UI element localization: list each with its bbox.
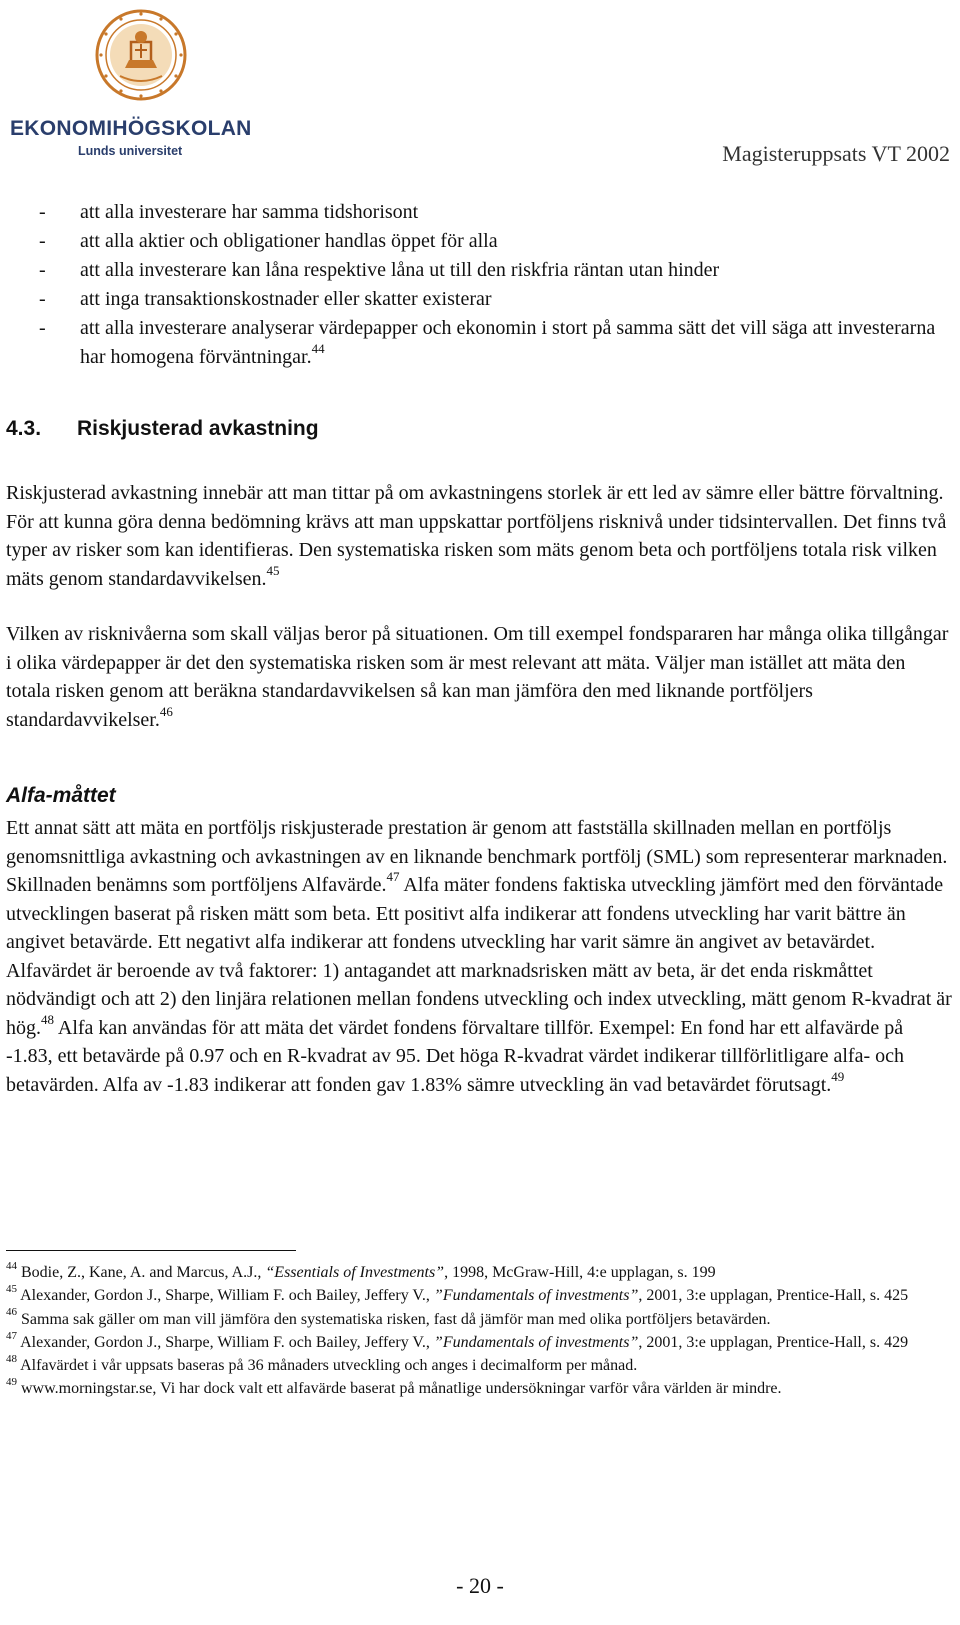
list-item — [6, 227, 954, 256]
list-item-text: att alla investerare har samma tidshorisont — [80, 201, 419, 223]
list-item — [6, 256, 954, 285]
footnote-ref-47[interactable]: 47 — [386, 869, 400, 885]
footnote-text: www.morningstar.se, Vi har dock valt ett alfavärde baserat på månatlige undersökningar varför våra världen är mindre. — [17, 1380, 782, 1398]
list-item — [6, 198, 954, 227]
footnote-number: 46 — [6, 1306, 17, 1319]
university-logo — [10, 6, 268, 161]
section-number: 4.3. — [6, 417, 42, 440]
footnote-text: Samma sak gäller om man vill jämföra den systematiska risken, fast då jämför man med olika portföljers betavärden. — [17, 1310, 771, 1328]
section-heading — [6, 415, 954, 443]
section-title: Riskjusterad avkastning — [77, 417, 319, 440]
footnote-title: ”Fundamentals of investments” — [433, 1333, 639, 1351]
list-item-text: att alla investerare kan låna respektive låna ut till den riskfria räntan utan hinder — [80, 259, 720, 281]
footnote-text: Alfavärdet i vår uppsats baseras på 36 månaders utveckling och anges i decimalform per månad. — [17, 1357, 638, 1375]
document-title: Magisteruppsats VT 2002 — [722, 141, 950, 166]
list-item-text: att alla investerare analyserar värdepapper och ekonomin i stort på samma sätt det vill säga att investerarna har homogena förväntningar. — [80, 317, 936, 368]
page-number: - 20 - — [456, 1573, 504, 1598]
assumption-list — [6, 198, 954, 372]
list-item — [6, 285, 954, 314]
footnote-text: , 2001, 3:e upplagan, Prentice-Hall, s. 425 — [638, 1287, 909, 1305]
footnote-item — [6, 1308, 954, 1331]
paragraph-text: Riskjusterad avkastning innebär att man tittar på om avkastningens storlek är ett led av sämre eller bättre förvaltning. För att kunna göra denna bedömning krävs att man uppskattar portföljens risknivå under tidsintervallen. Det finns två typer av risker som kan identifieras. Den systematiska risken som mäts genom beta och portföljens totala risk vilken mäts genom standardavvikelsen. — [6, 482, 947, 590]
list-dash: - — [39, 201, 46, 223]
footnote-text: Alexander, Gordon J., Sharpe, William F. och Bailey, Jeffery V., — [17, 1287, 434, 1305]
paragraph-risk-adjusted — [6, 479, 954, 593]
paragraph-text: Alfa mäter fondens faktiska utveckling jämfört med den förväntade utvecklingen baserat på risken mätt som beta. Ett positivt alfa indikerar att fondens utveckling har varit bättre än angivet betavärde. Ett negativt alfa indikerar att fondens utveckling har varit sämre än angivet av betavärdet. Alfavärdet är beroende av två faktorer: 1) antagandet att marknadsrisken mätt av beta, är det enda riskmåttet nödvändigt och att 2) den linjära relationen mellan fondens utveckling och index utveckling, mätt genom R-kvadrat är hög. — [6, 874, 952, 1039]
list-dash: - — [39, 259, 46, 281]
logo-subtitle: Lunds universitet — [78, 144, 183, 158]
footnote-title: “Essentials of Investments” — [265, 1264, 445, 1281]
paragraph-risk-levels — [6, 620, 954, 734]
logo-name: EKONOMIHÖGSKOLAN — [10, 117, 252, 140]
footnote-separator — [6, 1250, 296, 1251]
list-dash: - — [39, 317, 46, 339]
footnote-ref-49[interactable]: 49 — [831, 1068, 845, 1084]
footnote-ref-46[interactable]: 46 — [159, 703, 173, 719]
footnote-ref-44[interactable]: 44 — [311, 341, 325, 357]
paragraph-text: Alfa kan användas för att mäta det värdet fondens förvaltare tillför. Exempel: En fond har ett alfavärde på -1.83, ett betavärde på 0.97 och en R-kvadrat av 95. Det höga R-kvadrat värdet indikerar tillförlitligare alfa- och betavärden. Alfa av -1.83 indikerar att fonden gav 1.83% sämre utveckling än vad betavärdet förutsagt. — [6, 1016, 904, 1096]
list-dash: - — [39, 230, 46, 252]
subheading-alfa: Alfa-måttet — [6, 784, 116, 807]
footnote-ref-48[interactable]: 48 — [41, 1011, 54, 1027]
footnote-text: , 2001, 3:e upplagan, Prentice-Hall, s. 429 — [638, 1333, 909, 1351]
list-item-text: att inga transaktionskostnader eller skatter existerar — [80, 288, 492, 310]
footnote-number: 49 — [6, 1376, 17, 1389]
footnote-text: , 1998, McGraw-Hill, 4:e upplagan, s. 199 — [444, 1264, 716, 1281]
footnote-item — [6, 1354, 954, 1377]
footnote-item — [6, 1284, 954, 1307]
footnotes — [6, 1250, 954, 1401]
footnote-number: 44 — [6, 1259, 17, 1272]
footnote-item — [6, 1331, 954, 1354]
paragraph-text: Ett annat sätt att mäta en portföljs riskjusterade prestation är genom att fastställa skillnaden mellan en portföljs genomsnittliga avkastning och avkastningen av en liknande benchmark portfölj (SML) som representerar marknaden. Skillnaden benämns som portföljens Alfavärde. — [6, 817, 948, 896]
footnote-number: 45 — [6, 1282, 17, 1295]
list-item-text: att alla aktier och obligationer handlas öppet för alla — [80, 230, 498, 252]
footnote-ref-45[interactable]: 45 — [266, 562, 280, 578]
footnote-item — [6, 1261, 954, 1284]
footnote-title: ”Fundamentals of investments” — [433, 1287, 639, 1305]
footnote-number: 48 — [6, 1352, 17, 1365]
paragraph-text: Vilken av risknivåerna som skall väljas beror på situationen. Om till exempel fondspararen har många olika tillgångar i olika värdepapper är det den systematiska risken som är mest relevant att mäta. Väljer man istället att mäta den totala risken genom att beräkna standardavvikelsen så kan man jämföra den med liknande portföljers standardavvikelser. — [6, 623, 949, 731]
footnote-item — [6, 1377, 954, 1400]
main-content — [6, 198, 954, 1099]
footnote-number: 47 — [6, 1329, 17, 1342]
university-seal-icon — [95, 6, 187, 108]
list-item — [6, 314, 954, 372]
page-header — [0, 0, 960, 170]
footnote-text: Bodie, Z., Kane, A. and Marcus, A.J., — [17, 1264, 266, 1281]
list-dash: - — [39, 288, 46, 310]
footnote-text: Alexander, Gordon J., Sharpe, William F. och Bailey, Jeffery V., — [17, 1333, 434, 1351]
paragraph-alfa — [6, 814, 954, 1099]
